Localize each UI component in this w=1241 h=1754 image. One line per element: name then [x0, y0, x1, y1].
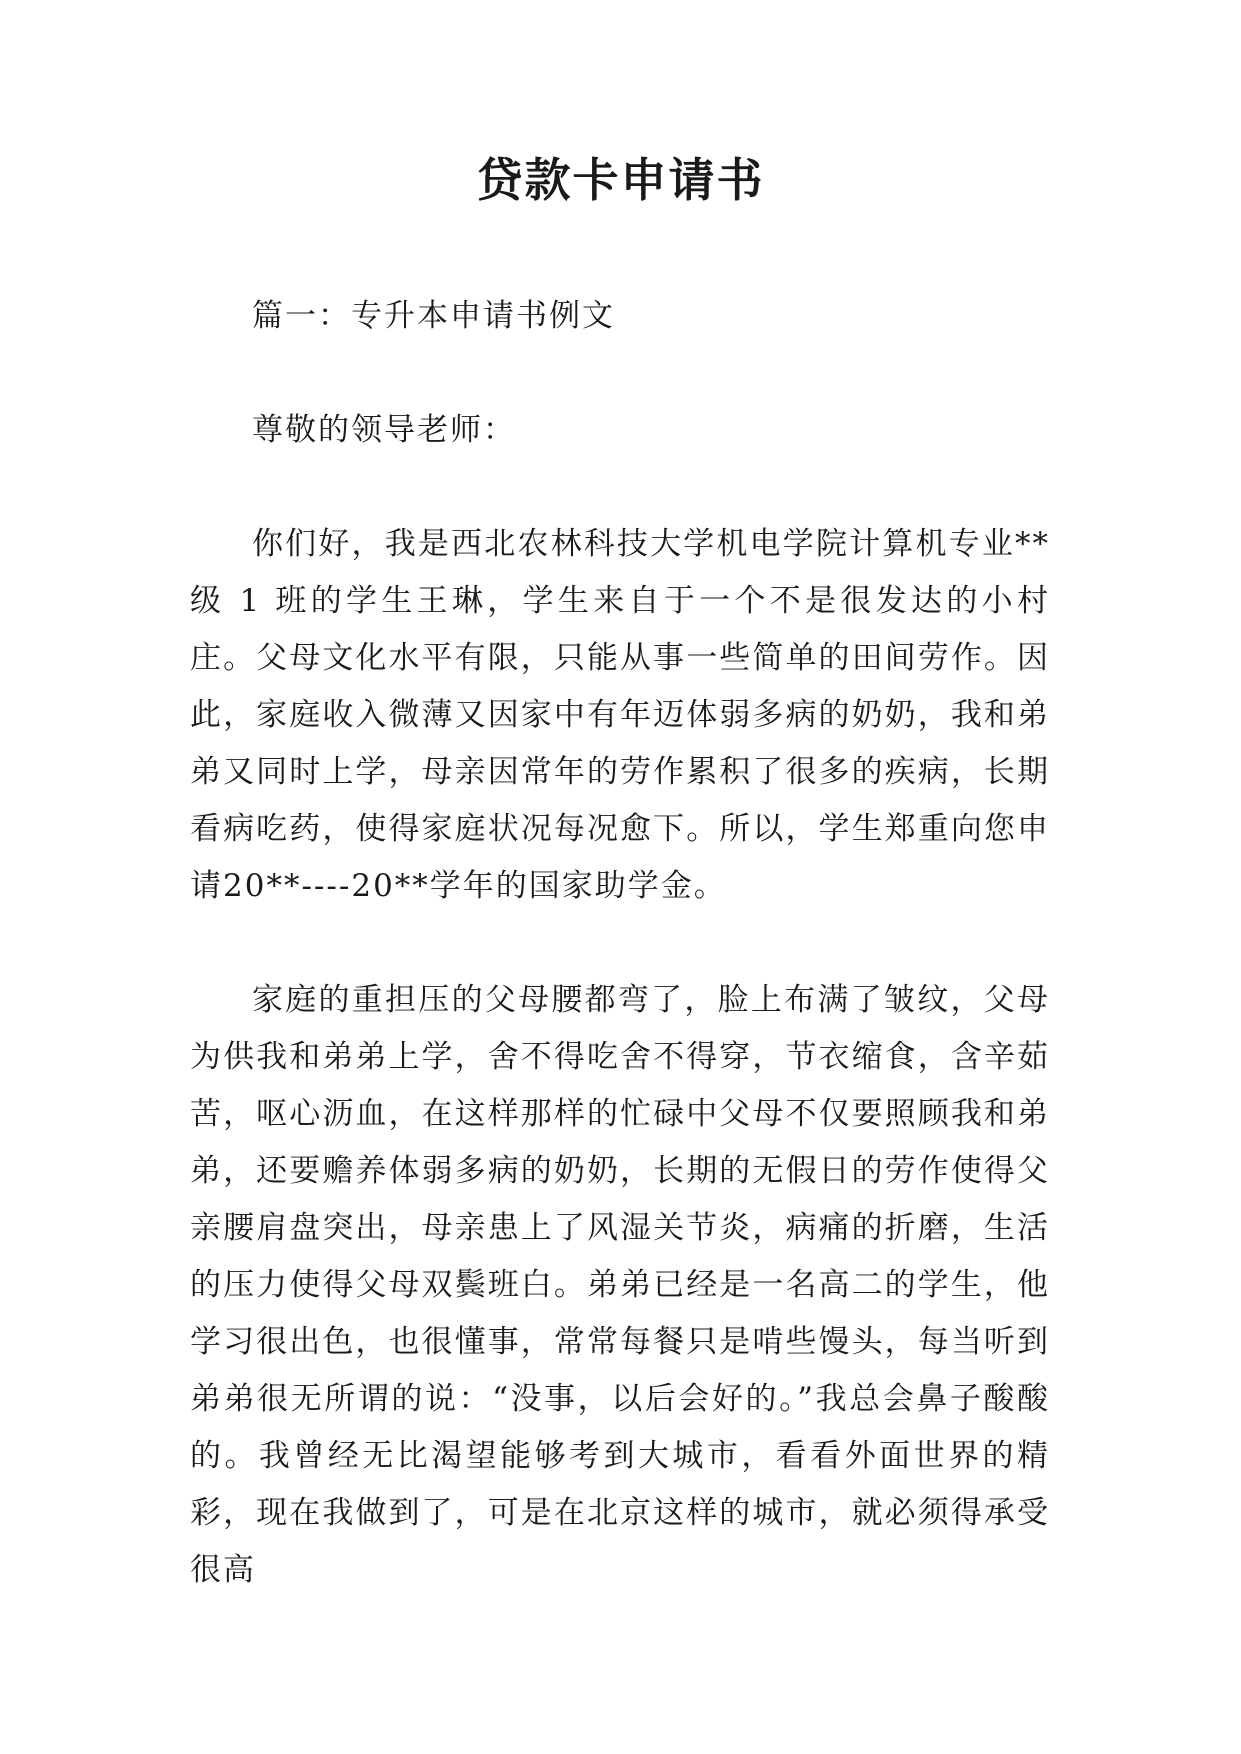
document-body [190, 288, 1050, 1599]
body-paragraph: 你们好，我是西北农林科技大学机电学院计算机专业**级 1 班的学生王琳，学生来自于一个不是很发达的小村庄。父母文化水平有限，只能从事一些简单的田间劳作。因此，家庭收入微薄又因家中有年迈体弱多病的奶奶，我和弟弟又同时上学，母亲因常年的劳作累积了很多的疾病，长期看病吃药，使得家庭状况每况愈下。所以，学生郑重向您申请20**----20**学年的国家助学金。 [190, 526, 1050, 904]
section-heading: 篇一：专升本申请书例文 [252, 298, 615, 334]
document-title: 贷款卡申请书 [476, 153, 765, 207]
salutation: 尊敬的领导老师： [252, 412, 516, 448]
body-paragraph: 家庭的重担压的父母腰都弯了，脸上布满了皱纹，父母为供我和弟弟上学，舍不得吃舍不得穿，节衣缩食，含辛茹苦，呕心沥血，在这样那样的忙碌中父母不仅要照顾我和弟弟，还要赡养体弱多病的奶奶，长期的无假日的劳作使得父亲腰肩盘突出，母亲患上了风湿关节炎，病痛的折磨，生活的压力使得父母双鬓班白。弟弟已经是一名高二的学生，他学习很出色，也很懂事，常常每餐只是啃些馒头，每当听到弟弟很无所谓的说：“没事，以后会好的。”我总会鼻子酸酸的。我曾经无比渴望能够考到大城市，看看外面世界的精彩，现在我做到了，可是在北京这样的城市，就必须得承受很高 [190, 982, 1050, 1588]
